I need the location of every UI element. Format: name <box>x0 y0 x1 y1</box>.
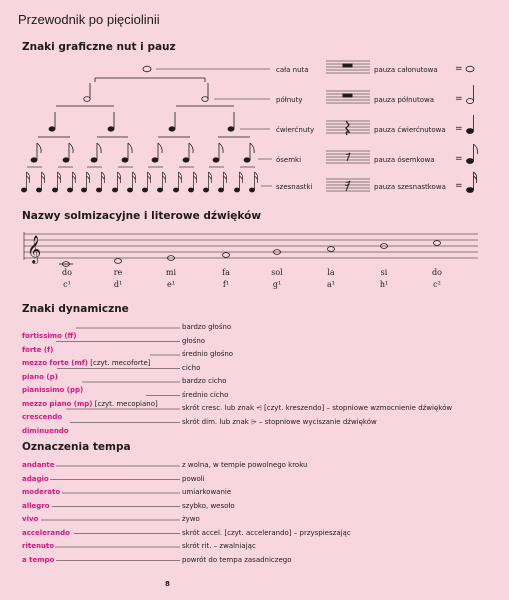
note-label: szesnastki <box>276 183 313 191</box>
sixteenth-rest-icon <box>345 181 350 191</box>
section-title-dynamics: Znaki dynamiczne <box>22 303 129 315</box>
solfege-syllable: do <box>62 268 72 277</box>
solfege-syllable: do <box>432 268 442 277</box>
dynamics-term: piano (p) <box>22 372 58 381</box>
note-label: półnuty <box>276 96 303 104</box>
tempo-meaning: szybko, wesoło <box>182 501 235 510</box>
tempo-term: moderato <box>22 488 61 496</box>
half-note <box>202 97 208 102</box>
eighth-notes <box>31 143 272 162</box>
letter-name: a¹ <box>327 280 335 289</box>
tempo-meaning: powrót do tempa zasadniczego <box>182 555 292 564</box>
letter-name: c¹ <box>63 280 71 289</box>
rest-label: pauza całonutowa <box>374 66 438 74</box>
whole-note-icon <box>466 66 474 72</box>
letter-name: g¹ <box>272 280 282 289</box>
equals-sign: = <box>455 181 463 191</box>
dynamics-term: mezzo piano (mp) <box>22 399 93 408</box>
dynamics-meaning: bardzo cicho <box>182 377 227 385</box>
equals-sign: = <box>455 124 463 134</box>
rest-label: pauza ósemkowa <box>374 156 435 164</box>
dynamics-meaning: średnio głośno <box>182 350 234 358</box>
solfege-syllable: la <box>327 268 335 277</box>
note-label: cała nuta <box>276 66 309 74</box>
solfege-syllable: si <box>380 268 388 277</box>
equals-sign: = <box>455 64 463 74</box>
treble-clef-icon: 𝄞 <box>27 235 42 263</box>
tempo-meaning: żywo <box>182 515 200 523</box>
tempo-meaning: z wolna, w tempie powolnego kroku <box>182 461 308 469</box>
tempo-term: adagio <box>22 474 49 483</box>
dynamics-meaning: cicho <box>182 363 201 372</box>
dynamics-term: diminuendo <box>22 426 69 435</box>
equals-sign: = <box>455 94 463 104</box>
tempo-meaning: skrót rit. – zwalniając <box>182 542 256 550</box>
dynamics-meaning: skrót dim. lub znak ⩥ – stopniowe wyciszanie dźwięków <box>182 417 377 426</box>
dynamics-term: pianissimo (pp) <box>22 386 84 394</box>
dynamics-term: crescendo <box>22 413 63 421</box>
whole-rest-icon <box>343 64 352 67</box>
half-note <box>84 97 90 102</box>
solfege-syllable: sol <box>271 268 283 277</box>
letter-name: f¹ <box>222 280 230 289</box>
tempo-meaning: powoli <box>182 474 205 483</box>
half-rest-icon <box>343 94 352 97</box>
tempo-term: accelerando <box>22 528 70 537</box>
section-title-note-signs: Znaki graficzne nut i pauz <box>22 41 176 53</box>
solfege-syllable: fa <box>222 268 230 277</box>
page-title: Przewodnik po pięciolinii <box>18 12 160 27</box>
tempo-term: a tempo <box>22 555 55 564</box>
rest-label: pauza półnutowa <box>374 96 434 104</box>
dynamics-meaning: skrót cresc. lub znak ⩤ [czyt. kreszendo] – stopniowe wzmocnienie dźwięków <box>182 404 453 412</box>
tempo-term: allegro <box>22 501 50 510</box>
solfege-syllable: mi <box>165 268 177 277</box>
equals-sign: = <box>455 154 463 164</box>
tempo-term: vivo <box>22 515 39 523</box>
dynamics-row <box>22 418 69 437</box>
dynamics-meaning: średnio cicho <box>182 390 229 399</box>
scale-staff <box>0 226 509 270</box>
section-title-solmization: Nazwy solmizacyjne i literowe dźwięków <box>22 210 262 222</box>
tempo-meaning: umiarkowanie <box>182 488 232 496</box>
note-label: ósemki <box>276 156 302 164</box>
solfege-syllable: re <box>113 268 123 277</box>
whole-note <box>143 66 151 72</box>
dynamics-term: forte (f) <box>22 345 54 354</box>
letter-name: c² <box>433 280 441 289</box>
note-label: ćwierćnuty <box>276 126 315 134</box>
letter-name: e¹ <box>167 280 175 289</box>
tempo-meaning: skrót accel. [czyt. accelerando] – przyspieszając <box>182 528 351 537</box>
dynamics-term-note: [czyt. mecoforte] <box>88 359 151 367</box>
rest-label: pauza ćwierćnutowa <box>374 126 446 134</box>
quarter-notes <box>49 112 270 131</box>
sixteenth-notes <box>21 172 272 192</box>
letter-name: d¹ <box>113 280 123 289</box>
tempo-term: andante <box>22 461 55 469</box>
letter-name: h¹ <box>379 280 389 289</box>
rest-label: pauza szesnastkowa <box>374 183 446 191</box>
section-title-tempo: Oznaczenia tempa <box>22 441 131 453</box>
tempo-leader-lines <box>0 460 509 566</box>
dynamics-meaning: bardzo głośno <box>182 323 232 331</box>
dynamics-term: mezzo forte (mf) <box>22 359 89 367</box>
dynamics-meaning: głośno <box>182 336 206 345</box>
dynamics-term: fortissimo (ff) <box>22 332 77 340</box>
tempo-term: ritenuto <box>22 542 55 550</box>
dynamics-term-note: [czyt. mecopiano] <box>92 399 158 408</box>
page-number: 8 <box>165 580 170 588</box>
